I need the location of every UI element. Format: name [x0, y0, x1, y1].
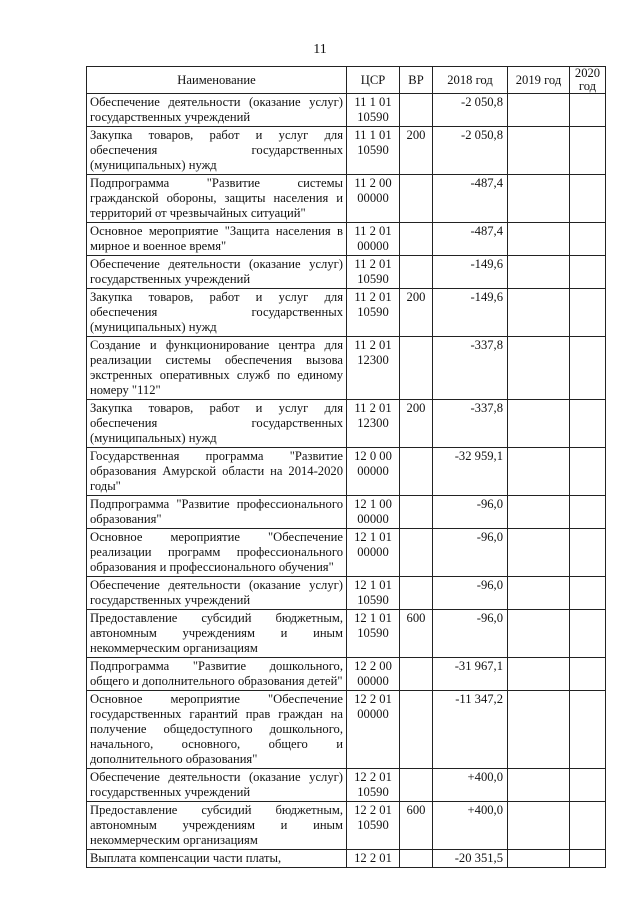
cell-2020 [570, 223, 606, 256]
cell-2019 [508, 256, 570, 289]
cell-2018: -2 050,8 [433, 94, 508, 127]
cell-2018: -149,6 [433, 289, 508, 337]
cell-2019 [508, 850, 570, 868]
cell-vr [400, 448, 433, 496]
table-row [87, 769, 606, 802]
cell-2020 [570, 127, 606, 175]
table-row [87, 94, 606, 127]
cell-2019 [508, 337, 570, 400]
cell-name: Подпрограмма "Развитие системы гражданской обороны, защиты населения и территорий от чрезвычайных ситуаций" [87, 175, 347, 223]
cell-2018: -487,4 [433, 175, 508, 223]
cell-2019 [508, 448, 570, 496]
cell-vr [400, 529, 433, 577]
cell-csr: 11 1 01 10590 [347, 127, 400, 175]
cell-vr [400, 691, 433, 769]
cell-csr: 12 2 01 [347, 850, 400, 868]
cell-2019 [508, 400, 570, 448]
table-row [87, 610, 606, 658]
cell-vr [400, 496, 433, 529]
cell-2020 [570, 496, 606, 529]
cell-csr: 11 2 01 12300 [347, 337, 400, 400]
cell-2020 [570, 289, 606, 337]
cell-csr: 11 2 01 10590 [347, 256, 400, 289]
cell-2020 [570, 658, 606, 691]
cell-name: Закупка товаров, работ и услуг для обеспечения государственных (муниципальных) нужд [87, 400, 347, 448]
cell-2019 [508, 769, 570, 802]
cell-2019 [508, 802, 570, 850]
cell-csr: 12 2 01 10590 [347, 802, 400, 850]
cell-csr: 12 1 01 00000 [347, 529, 400, 577]
cell-2020 [570, 802, 606, 850]
cell-2020 [570, 448, 606, 496]
cell-2018: -96,0 [433, 496, 508, 529]
cell-2018: -96,0 [433, 529, 508, 577]
cell-2019 [508, 658, 570, 691]
cell-csr: 11 1 01 10590 [347, 94, 400, 127]
cell-vr [400, 577, 433, 610]
cell-2019 [508, 496, 570, 529]
cell-vr [400, 769, 433, 802]
cell-2020 [570, 94, 606, 127]
cell-name: Создание и функционирование центра для реализации системы обеспечения вызова экстренных оперативных служб по единому номеру "112" [87, 337, 347, 400]
cell-name: Обеспечение деятельности (оказание услуг) государственных учреждений [87, 94, 347, 127]
cell-2019 [508, 577, 570, 610]
cell-2020 [570, 850, 606, 868]
cell-2020 [570, 610, 606, 658]
cell-csr: 12 0 00 00000 [347, 448, 400, 496]
cell-csr: 12 1 00 00000 [347, 496, 400, 529]
header-2019: 2019 год [508, 67, 570, 94]
cell-name: Подпрограмма "Развитие дошкольного, общего и дополнительного образования детей" [87, 658, 347, 691]
cell-2019 [508, 691, 570, 769]
cell-name: Обеспечение деятельности (оказание услуг) государственных учреждений [87, 256, 347, 289]
table-row [87, 691, 606, 769]
cell-name: Предоставление субсидий бюджетным, автономным учреждениям и иным некоммерческим организациям [87, 802, 347, 850]
cell-vr [400, 658, 433, 691]
table-row [87, 658, 606, 691]
cell-2019 [508, 289, 570, 337]
cell-2018: -32 959,1 [433, 448, 508, 496]
page-number: 11 [313, 42, 327, 57]
cell-name: Выплата компенсации части платы, [87, 850, 347, 868]
cell-csr: 11 2 01 10590 [347, 289, 400, 337]
cell-2019 [508, 175, 570, 223]
cell-vr [400, 337, 433, 400]
cell-vr [400, 850, 433, 868]
table-row [87, 256, 606, 289]
cell-name: Обеспечение деятельности (оказание услуг) государственных учреждений [87, 577, 347, 610]
table-header-row [87, 67, 606, 94]
cell-2018: -487,4 [433, 223, 508, 256]
cell-2019 [508, 529, 570, 577]
table-row [87, 127, 606, 175]
cell-vr [400, 256, 433, 289]
cell-2020 [570, 769, 606, 802]
table-row [87, 850, 606, 868]
cell-2018: -2 050,8 [433, 127, 508, 175]
cell-name: Предоставление субсидий бюджетным, автономным учреждениям и иным некоммерческим организациям [87, 610, 347, 658]
cell-2018: -337,8 [433, 337, 508, 400]
cell-2019 [508, 94, 570, 127]
cell-name: Основное мероприятие "Обеспечение государственных гарантий прав граждан на получение общедоступного дошкольного, начального, основного, общего и дополнительного образования" [87, 691, 347, 769]
header-2018: 2018 год [433, 67, 508, 94]
cell-vr: 200 [400, 289, 433, 337]
table-row [87, 448, 606, 496]
cell-name: Государственная программа "Развитие образования Амурской области на 2014-2020 годы" [87, 448, 347, 496]
cell-vr: 200 [400, 127, 433, 175]
cell-name: Обеспечение деятельности (оказание услуг) государственных учреждений [87, 769, 347, 802]
header-csr: ЦСР [347, 67, 400, 94]
table-row [87, 529, 606, 577]
cell-vr: 600 [400, 802, 433, 850]
cell-2018: +400,0 [433, 802, 508, 850]
cell-name: Основное мероприятие "Защита населения в мирное и военное время" [87, 223, 347, 256]
cell-csr: 12 2 01 00000 [347, 691, 400, 769]
table-row [87, 496, 606, 529]
cell-2018: -20 351,5 [433, 850, 508, 868]
cell-vr [400, 223, 433, 256]
table-row [87, 337, 606, 400]
cell-vr [400, 94, 433, 127]
cell-vr: 600 [400, 610, 433, 658]
cell-2020 [570, 691, 606, 769]
cell-csr: 12 1 01 10590 [347, 577, 400, 610]
cell-csr: 12 2 01 10590 [347, 769, 400, 802]
cell-2020 [570, 337, 606, 400]
cell-2019 [508, 127, 570, 175]
cell-csr: 11 2 01 00000 [347, 223, 400, 256]
cell-csr: 11 2 00 00000 [347, 175, 400, 223]
cell-name: Закупка товаров, работ и услуг для обеспечения государственных (муниципальных) нужд [87, 289, 347, 337]
table-row [87, 400, 606, 448]
cell-2020 [570, 577, 606, 610]
header-name: Наименование [87, 67, 347, 94]
cell-2018: -149,6 [433, 256, 508, 289]
cell-name: Основное мероприятие "Обеспечение реализации программ профессионального образования и профессионального обучения" [87, 529, 347, 577]
header-2020: 2020 год [570, 67, 606, 94]
cell-2020 [570, 400, 606, 448]
cell-2020 [570, 256, 606, 289]
cell-2020 [570, 175, 606, 223]
cell-2018: -31 967,1 [433, 658, 508, 691]
cell-name: Подпрограмма "Развитие профессионального образования" [87, 496, 347, 529]
cell-vr [400, 175, 433, 223]
cell-2018: -11 347,2 [433, 691, 508, 769]
header-vr: ВР [400, 67, 433, 94]
table-row [87, 223, 606, 256]
cell-csr: 11 2 01 12300 [347, 400, 400, 448]
cell-vr: 200 [400, 400, 433, 448]
cell-2018: -96,0 [433, 610, 508, 658]
table-row [87, 175, 606, 223]
cell-name: Закупка товаров, работ и услуг для обеспечения государственных (муниципальных) нужд [87, 127, 347, 175]
budget-table [86, 66, 606, 868]
table-body [87, 94, 606, 868]
table-row [87, 802, 606, 850]
cell-2018: -337,8 [433, 400, 508, 448]
cell-2018: +400,0 [433, 769, 508, 802]
table-row [87, 289, 606, 337]
table-row [87, 577, 606, 610]
cell-2019 [508, 223, 570, 256]
cell-2019 [508, 610, 570, 658]
cell-2018: -96,0 [433, 577, 508, 610]
cell-csr: 12 1 01 10590 [347, 610, 400, 658]
cell-2020 [570, 529, 606, 577]
cell-csr: 12 2 00 00000 [347, 658, 400, 691]
